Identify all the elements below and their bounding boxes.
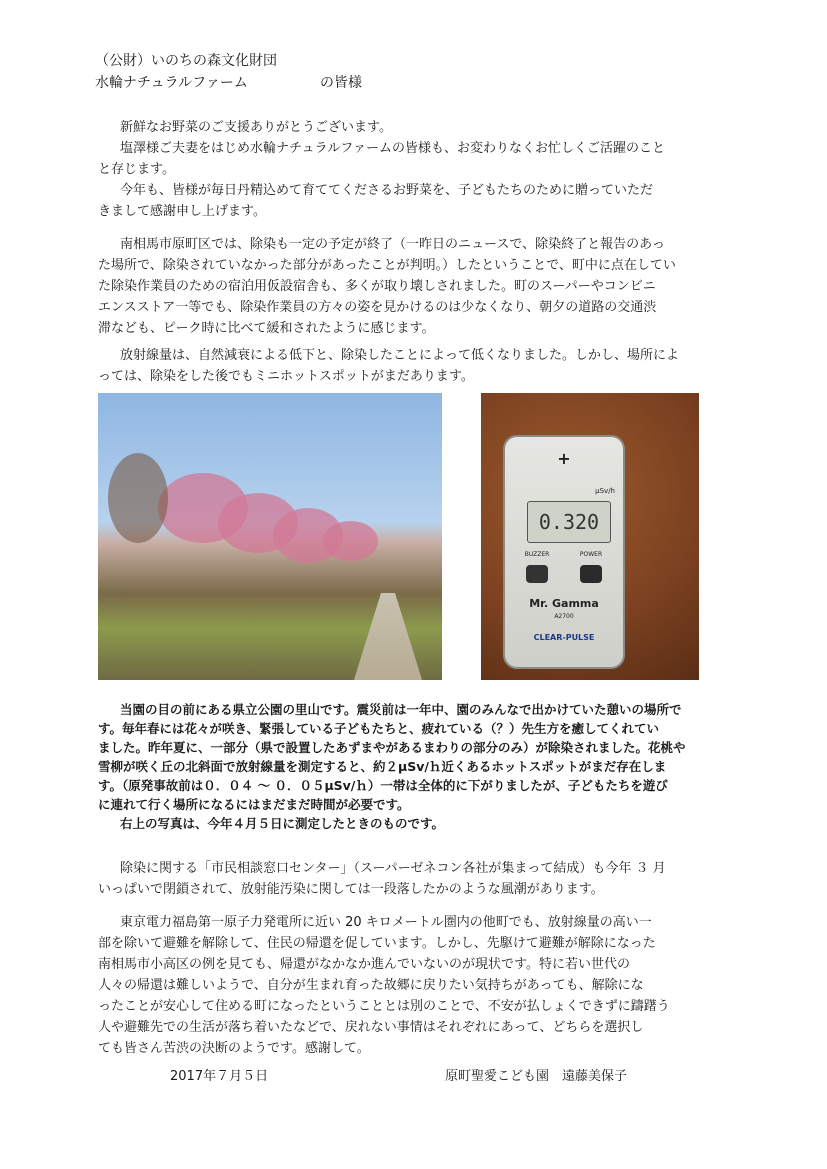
para1-line: きまして感謝申し上げます。 bbox=[98, 204, 266, 219]
caption-line: 当園の目の前にある県立公園の里山です。震災前は一年中、園のみんなで出かけていた憩いの場所で bbox=[120, 702, 682, 717]
para5-line: ても皆さん苦渋の決断のようです。感謝して。 bbox=[98, 1041, 370, 1056]
letter-date: 2017年７月５日 bbox=[170, 1069, 269, 1084]
caption-line: 右上の写真は、今年４月５日に測定したときのものです。 bbox=[120, 816, 445, 831]
model-label: A2700 bbox=[554, 613, 574, 620]
para5-line: 東京電力福島第一原子力発電所に近い 20 キロメートル圏内の他町でも、放射線量の高い一 bbox=[120, 915, 652, 930]
maker-logo: CLEAR-PULSE bbox=[533, 633, 595, 642]
para2-line: エンスストア一等でも、除染作業員の方々の姿を見かけるのは少なくなり、朝夕の道路の交通渋 bbox=[98, 300, 657, 315]
power-button bbox=[580, 565, 602, 583]
para1-line: と存じます。 bbox=[98, 162, 175, 177]
caption-line: す。（原発事故前は０．０４ ～ ０．０５µSv/ｈ）一帯は全体的に下がりましたが、子どもたちを遊び bbox=[98, 778, 668, 793]
plus-sign: + bbox=[557, 449, 571, 468]
caption-line: 雪柳が咲く丘の北斜面で放射線量を測定すると、約２µSv/ｈ近くあるホットスポットがまだ存在しま bbox=[98, 759, 667, 774]
dosimeter bbox=[503, 435, 625, 669]
caption-line: に連れて行く場所になるにはまだまだ時間が必要です。 bbox=[98, 797, 410, 812]
para2-line: 滞なども、ピーク時に比べて緩和されたように感じます。 bbox=[98, 321, 435, 336]
buzzer-button bbox=[526, 565, 548, 583]
para4-line: いっぱいで閉鎖されて、放射能汚染に関しては一段落したかのような風潮があります。 bbox=[98, 882, 604, 897]
power-label: POWER bbox=[579, 551, 603, 558]
para2-line: た場所で、除染されていなかった部分があったことが判明。）したということで、町中に点在してい bbox=[98, 258, 676, 273]
recipient-name: 水輪ナチュラルファーム bbox=[95, 75, 248, 91]
para5-line: ったことが安心して住める町になったということとは別のことで、不安が払しょくできずに躊躇う bbox=[98, 999, 670, 1014]
buzzer-label: BUZZER bbox=[524, 551, 550, 558]
para1-line: 今年も、皆様が毎日丹精込めて育ててくださるお野菜を、子どもたちのために贈っていただ bbox=[120, 183, 654, 198]
letter-signature: 原町聖愛こども園 遠藤美保子 bbox=[445, 1069, 628, 1084]
unit-label: µSv/h bbox=[595, 487, 615, 495]
para3-line: っては、除染をした後でもミニホットスポットがまだあります。 bbox=[98, 369, 474, 384]
sender-org: （公財）いのちの森文化財団 bbox=[95, 53, 277, 69]
brand-label: Mr. Gamma bbox=[529, 597, 599, 610]
para5-line: 部を除いて避難を解除して、住民の帰還を促しています。しかし、先駆けて避難が解除になった bbox=[98, 936, 656, 951]
para4-line: 除染に関する「市民相談窓口センター」（スーパーゼネコン各社が集まって結成）も今年 ３ 月 bbox=[120, 861, 666, 876]
para1-line: 塩澤様ご夫妻をはじめ水輪ナチュラルファームの皆様も、お変わりなくお忙しくご活躍のこと bbox=[120, 141, 665, 156]
caption-line: ました。昨年夏に、一部分（県で設置したあずまやがあるまわりの部分のみ）が除染されました。花桃や bbox=[98, 740, 686, 755]
para5-line: 人々の帰還は難しいようで、自分が生まれ育った故郷に戻りたい気持ちがあっても、解除にな bbox=[98, 978, 644, 993]
para5-line: 人や避難先での生活が落ち着いたなどで、戻れない事情はそれぞれにあって、どちらを選択し bbox=[98, 1020, 644, 1035]
dosimeter-photo bbox=[481, 393, 699, 680]
para5-line: 南相馬市小高区の例を見ても、帰還がなかなか進んでいないのが現状です。特に若い世代の bbox=[98, 957, 630, 972]
recipient-honorific: の皆様 bbox=[320, 75, 362, 91]
para2-line: た除染作業員のための宿泊用仮設宿舎も、多くが取り壊しされました。町のスーパーやコンビニ bbox=[98, 279, 656, 294]
para2-line: 南相馬市原町区では、除染も一定の予定が終了（一昨日のニュースで、除染終了と報告のあっ bbox=[120, 237, 665, 252]
satoyama-park-photo bbox=[98, 393, 442, 680]
para3-line: 放射線量は、自然減衰による低下と、除染したことによって低くなりました。しかし、場所によ bbox=[120, 348, 680, 363]
caption-line: す。毎年春には花々が咲き、緊張している子どもたちと、疲れている（？）先生方を癒してくれてい bbox=[98, 721, 660, 736]
para1-line: 新鮮なお野菜のご支援ありがとうございます。 bbox=[120, 120, 392, 135]
dose-reading-display: 0.320 bbox=[527, 501, 611, 543]
